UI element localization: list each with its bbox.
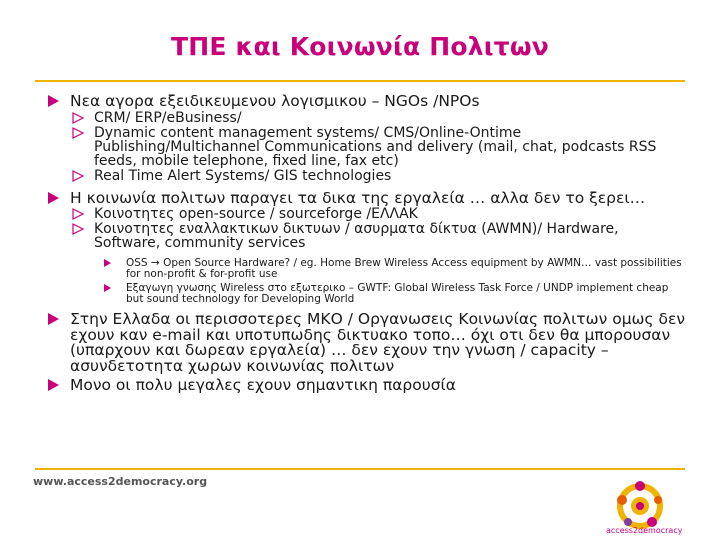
title-divider — [35, 80, 685, 82]
bullet-1-2 — [72, 126, 688, 168]
bullet-2-1-text: Κοινοτητες open-source / sourceforge /ΕΛΛΑΚ — [94, 206, 418, 222]
bullet-2-2-2 — [104, 283, 688, 304]
bullet-3-text: Στην Ελλαδα οι περισσοτερες ΜΚΟ / Οργανωσεις Κοινωνίας πολιτων ομως δεν εχουν καν e-mail και υποτυπωδης δικτυακο τοπο… όχι οτι δεν θα μπορουσαν (υπαρχουν και δωρεαν εργαλεία) … δεν εχουν την γνωση / capacity – ασυνδετοτητα χωρων κοινωνίας πολιτων — [70, 310, 686, 375]
bullet-2-text: Η κοινωνία πολιτων παραγει τα δικα της εργαλεία … αλλα δεν το ξερει… — [70, 188, 646, 207]
logo-text: access2democracy — [606, 526, 683, 535]
outline-triangle-icon — [72, 127, 84, 139]
bullet-1 — [48, 94, 688, 110]
small-filled-triangle-icon — [104, 284, 111, 292]
bullet-1-1-text: CRM/ ERP/eBusiness/ — [94, 109, 242, 126]
outline-triangle-icon — [72, 223, 84, 235]
bullet-2-2-text: Κοινοτητες εναλλακτικων δικτυων / ασυρματα δίκτυα (AWMN)/ Hardware, Software, community services — [94, 221, 619, 251]
bullet-1-text: Νεα αγορα εξειδικευμενου λογισμικου – NGOs /NPOs — [70, 92, 480, 110]
outline-triangle-icon — [72, 208, 84, 220]
bullet-3 — [48, 312, 688, 374]
bullet-2-2-1 — [104, 258, 688, 279]
slide-title: ΤΠΕ και Κοινωνία Πολιτων — [170, 32, 549, 61]
bullet-2-2-2-text: Εξαγωγη γνωσης Wireless στο εξωτερικο – GWTF: Global Wireless Task Force / UNDP implement cheap but sound technology for Developing World — [126, 282, 669, 305]
filled-triangle-icon — [48, 313, 59, 325]
bullet-4-text: Μονο οι πολυ μεγαλες εχουν σημαντικη παρουσία — [70, 376, 457, 394]
bullet-1-2-text: Dynamic content management systems/ CMS/Online-Ontime Publishing/Multichannel Communications and delivery (mail, chat, podcasts RSS feeds, mobile telephone, fixed line, fax etc) — [94, 124, 657, 169]
small-filled-triangle-icon — [104, 259, 111, 267]
bullet-1-3 — [72, 169, 688, 183]
bullet-2 — [48, 188, 688, 207]
outline-triangle-icon — [72, 170, 84, 182]
bullet-4 — [48, 378, 688, 394]
filled-triangle-icon — [48, 95, 59, 107]
outline-triangle-icon — [72, 112, 84, 124]
footer-url[interactable]: www.access2democracy.org — [33, 475, 208, 488]
bullet-1-3-text: Real Time Alert Systems/ GIS technologies — [94, 167, 392, 184]
filled-triangle-icon — [48, 379, 59, 391]
footer-divider — [35, 468, 685, 470]
bullet-2-2 — [72, 222, 688, 250]
slide-content — [48, 90, 688, 394]
bullet-1-1 — [72, 111, 688, 125]
bullet-2-1 — [72, 207, 688, 221]
filled-triangle-icon — [48, 192, 59, 204]
bullet-2-2-1-text: OSS → Open Source Hardware? / eg. Home Brew Wireless Access equipment by AWMN… vast possibilities for non-profit & for-profit use — [126, 257, 682, 280]
